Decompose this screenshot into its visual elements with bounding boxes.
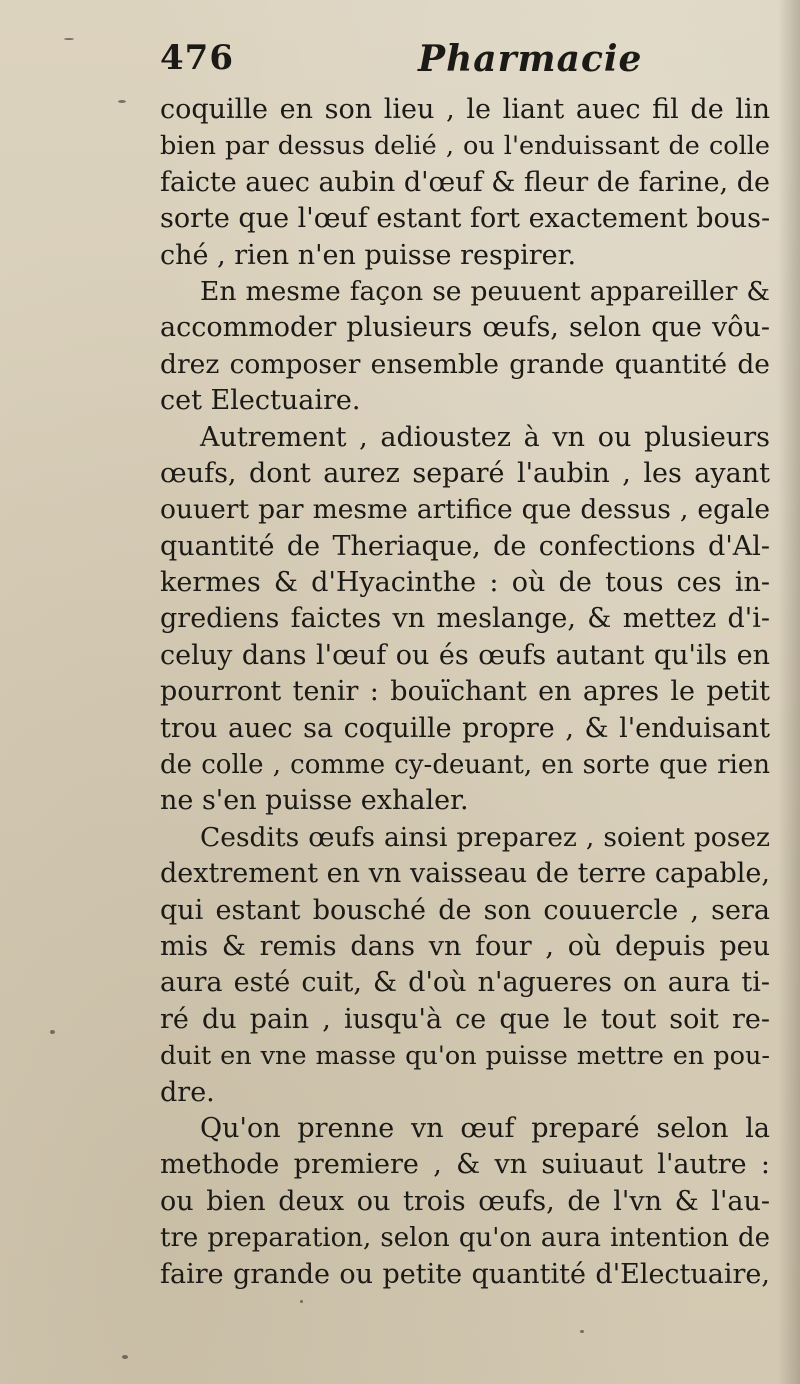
- text-line: ne s'en puisse exhaler.: [160, 785, 469, 817]
- text-line: qui estant bousché de son couuercle , sera: [160, 894, 770, 926]
- paragraph-start-line: Qu'on prenne vn œuf preparé selon la: [200, 1112, 770, 1144]
- text-line: grediens faictes vn meslange, & mettez d'i-: [160, 603, 770, 635]
- paragraph-start-line: Autrement , adioustez à vn ou plusieurs: [200, 421, 770, 453]
- text-line: quantité de Theriaque, de confections d'Al-: [160, 530, 770, 562]
- paragraph-start-line: Cesdits œufs ainsi preparez , soient posez: [200, 821, 770, 853]
- text-line: faire grande ou petite quantité d'Electuaire,: [160, 1258, 770, 1290]
- text-line: bien par dessus delié , ou l'enduissant de colle: [160, 131, 770, 162]
- text-line: cet Electuaire.: [160, 385, 361, 417]
- ink-speck: [580, 1330, 584, 1333]
- text-line: tre preparation, selon qu'on aura intention de: [160, 1223, 770, 1254]
- running-head: Pharmacie: [418, 38, 643, 80]
- text-line: coquille en son lieu , le liant auec fil de lin: [160, 94, 770, 125]
- paragraph-start-line: En mesme façon se peuuent appareiller &: [200, 275, 770, 307]
- text-line: faicte auec aubin d'œuf & fleur de farine, de: [160, 166, 770, 198]
- page-header: [160, 38, 760, 90]
- text-line: kermes & d'Hyacinthe : où de tous ces in-: [160, 567, 770, 599]
- text-line: ouuert par mesme artifice que dessus , egale: [160, 494, 770, 526]
- text-line: accommoder plusieurs œufs, selon que vôu-: [160, 312, 770, 344]
- ink-speck: [300, 1300, 303, 1303]
- text-line: ou bien deux ou trois œufs, de l'vn & l'au-: [160, 1185, 770, 1217]
- text-line: de colle , comme cy-deuant, en sorte que rien: [160, 750, 770, 781]
- text-line: ché , rien n'en puisse respirer.: [160, 239, 577, 271]
- ink-speck: [64, 38, 74, 40]
- page-fold-shadow: [778, 0, 800, 1384]
- text-line: ré du pain , iusqu'à ce que le tout soit re-: [160, 1003, 770, 1035]
- text-line: drez composer ensemble grande quantité de: [160, 348, 770, 380]
- ink-speck: [122, 1355, 128, 1359]
- text-line: celuy dans l'œuf ou és œufs autant qu'ils en: [160, 639, 770, 671]
- text-line: dextrement en vn vaisseau de terre capable,: [160, 858, 770, 890]
- text-line: duit en vne masse qu'on puisse mettre en pou-: [160, 1041, 770, 1072]
- ink-speck: [118, 100, 126, 103]
- text-line: sorte que l'œuf estant fort exactement bous-: [160, 203, 771, 235]
- text-line: methode premiere , & vn suiuaut l'autre :: [160, 1149, 770, 1181]
- text-line: mis & remis dans vn four , où depuis peu: [160, 930, 770, 962]
- text-line: trou auec sa coquille propre , & l'enduisant: [160, 712, 770, 744]
- ink-speck: [50, 1030, 55, 1034]
- page-number: 476: [160, 38, 234, 78]
- text-line: aura esté cuit, & d'où n'agueres on aura ti-: [160, 967, 770, 999]
- text-line: pourront tenir : bouïchant en apres le petit: [160, 676, 770, 708]
- text-line: œufs, dont aurez separé l'aubin , les ayant: [160, 457, 770, 489]
- text-line: dre.: [160, 1076, 215, 1108]
- body-text: [160, 92, 770, 1293]
